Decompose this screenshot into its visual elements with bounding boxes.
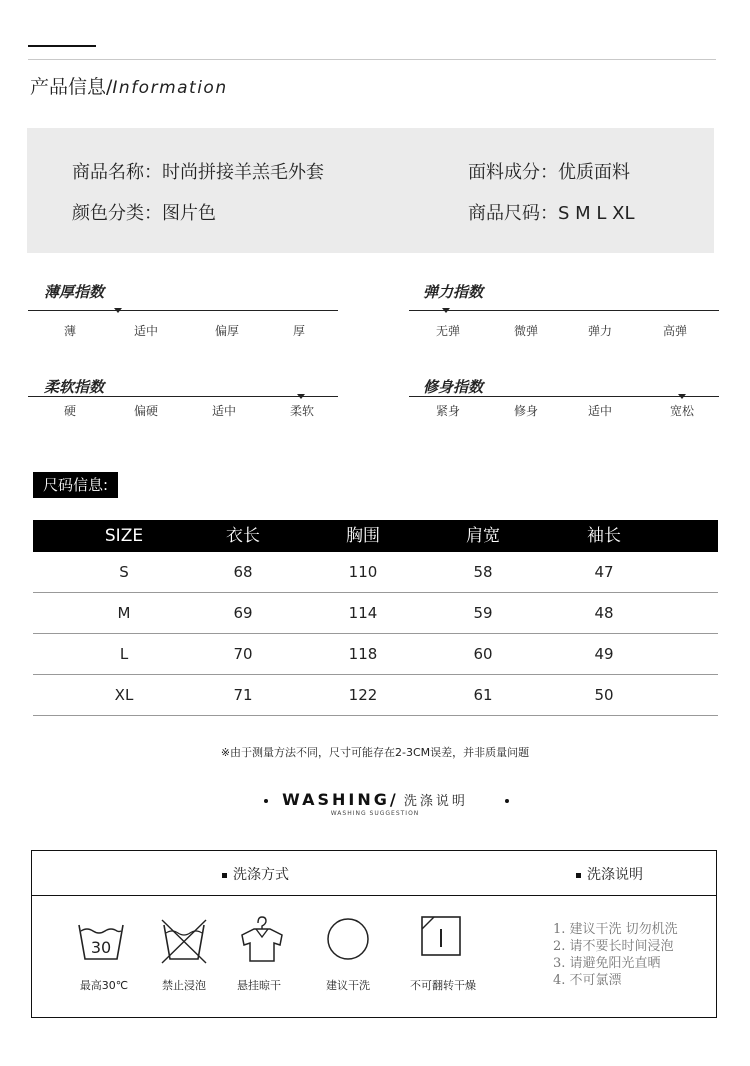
- table-cell: 122: [348, 686, 378, 704]
- header-chest: 胸围: [346, 526, 380, 546]
- header-sleeve: 袖长: [587, 526, 621, 546]
- index-label: 厚: [292, 324, 305, 338]
- index-label: 偏硬: [133, 404, 158, 418]
- index-label: 偏厚: [214, 324, 239, 338]
- wash-method-head: [222, 864, 289, 884]
- index-label: 无弹: [435, 324, 460, 338]
- index-label: 宽松: [669, 404, 694, 418]
- washing-box-divider: [31, 895, 717, 896]
- table-cell: S: [119, 563, 129, 581]
- table-cell: 70: [233, 645, 253, 663]
- table-cell: M: [117, 604, 131, 622]
- index-scale-thickness: [28, 310, 338, 311]
- table-cell: 58: [473, 563, 493, 581]
- wash-instructions-head: [576, 864, 643, 884]
- dry-clean-icon: [326, 917, 370, 965]
- index-title-elasticity: 弹力指数: [423, 283, 484, 301]
- size-info-badge: 尺码信息:: [33, 472, 118, 498]
- washing-title: [0, 790, 750, 817]
- product-material: 面料成分：优质面料: [468, 162, 630, 183]
- size-table-header: [33, 520, 718, 552]
- index-label: 紧身: [435, 404, 460, 418]
- icon-label: 悬挂晾干: [237, 979, 281, 992]
- hang-dry-icon: [238, 915, 286, 969]
- table-cell: 110: [348, 563, 378, 581]
- measurement-note: ※由于测量方法不同，尺寸可能存在2-3CM误差，并非质量问题: [220, 746, 530, 759]
- header-accent-bar: [28, 45, 96, 47]
- bullet-icon: [222, 873, 227, 878]
- table-row: [33, 634, 718, 675]
- index-scale-elasticity: [409, 310, 719, 311]
- index-label: 柔软: [289, 404, 314, 418]
- index-title-softness: 柔软指数: [44, 378, 105, 396]
- table-cell: XL: [114, 686, 134, 704]
- index-label: 薄: [63, 324, 76, 338]
- header-length: 衣长: [226, 526, 260, 546]
- page-title-cn: 产品信息/: [30, 76, 113, 98]
- size-table: [33, 520, 718, 716]
- index-marker-fit: [678, 394, 686, 399]
- index-label: 硬: [63, 404, 76, 418]
- wash-30-icon: [77, 917, 125, 967]
- table-cell: 114: [348, 604, 378, 622]
- icon-label: 建议干洗: [326, 979, 370, 992]
- index-label: 适中: [133, 324, 158, 338]
- index-scale-softness: [28, 396, 338, 397]
- table-cell: 47: [594, 563, 614, 581]
- no-tumble-dry-icon: [420, 915, 464, 963]
- icon-label: 最高30℃: [79, 979, 129, 992]
- wash-30-value: 30: [90, 938, 112, 957]
- no-soak-icon: [158, 917, 210, 969]
- index-marker-softness: [297, 394, 305, 399]
- table-cell: 59: [473, 604, 493, 622]
- table-cell: 118: [348, 645, 378, 663]
- instruction-line: 4. 不可氯漂: [553, 973, 622, 988]
- instruction-line: 3. 请避免阳光直晒: [553, 956, 661, 971]
- instruction-line: 1. 建议干洗 切勿机洗: [553, 922, 678, 937]
- washing-title-cn: 洗涤说明: [403, 794, 468, 809]
- washing-subtitle: WASHING SUGGESTION: [330, 810, 420, 817]
- index-title-fit: 修身指数: [423, 378, 484, 396]
- wash-method-head-label: 洗涤方式: [233, 867, 289, 883]
- table-cell: 49: [594, 645, 614, 663]
- product-name: 商品名称：时尚拼接羊羔毛外套: [72, 162, 324, 183]
- table-row: [33, 593, 718, 634]
- index-marker-thickness: [114, 308, 122, 313]
- page-title-en: Information: [112, 78, 228, 98]
- index-label: 适中: [587, 404, 612, 418]
- wash-instructions-head-label: 洗涤说明: [587, 867, 643, 883]
- index-marker-elasticity: [442, 308, 450, 313]
- table-cell: 50: [594, 686, 614, 704]
- table-cell: 69: [233, 604, 253, 622]
- washing-title-en: WASHING/: [282, 790, 399, 809]
- index-label: 弹力: [587, 324, 612, 338]
- table-cell: L: [119, 645, 129, 663]
- icon-label: 不可翻转干燥: [410, 979, 476, 992]
- header-shoulder: 肩宽: [466, 526, 500, 546]
- header-size: SIZE: [104, 526, 144, 546]
- icon-label: 禁止浸泡: [162, 979, 206, 992]
- index-label: 微弹: [513, 324, 538, 338]
- product-info-box: [27, 128, 714, 253]
- table-cell: 68: [233, 563, 253, 581]
- index-label: 高弹: [662, 324, 687, 338]
- table-cell: 71: [233, 686, 253, 704]
- instruction-line: 2. 请不要长时间浸泡: [553, 939, 674, 954]
- page-title: [30, 72, 228, 99]
- index-label: 修身: [513, 404, 538, 418]
- index-title-thickness: 薄厚指数: [44, 283, 105, 301]
- table-cell: 48: [594, 604, 614, 622]
- table-cell: 60: [473, 645, 493, 663]
- index-label: 适中: [211, 404, 236, 418]
- product-sizes: 商品尺码：S M L XL: [468, 203, 635, 224]
- header-divider: [28, 59, 716, 60]
- index-scale-fit: [409, 396, 719, 397]
- table-row: [33, 675, 718, 716]
- table-cell: 61: [473, 686, 493, 704]
- table-row: [33, 552, 718, 593]
- bullet-icon: [576, 873, 581, 878]
- product-color: 颜色分类：图片色: [72, 203, 216, 224]
